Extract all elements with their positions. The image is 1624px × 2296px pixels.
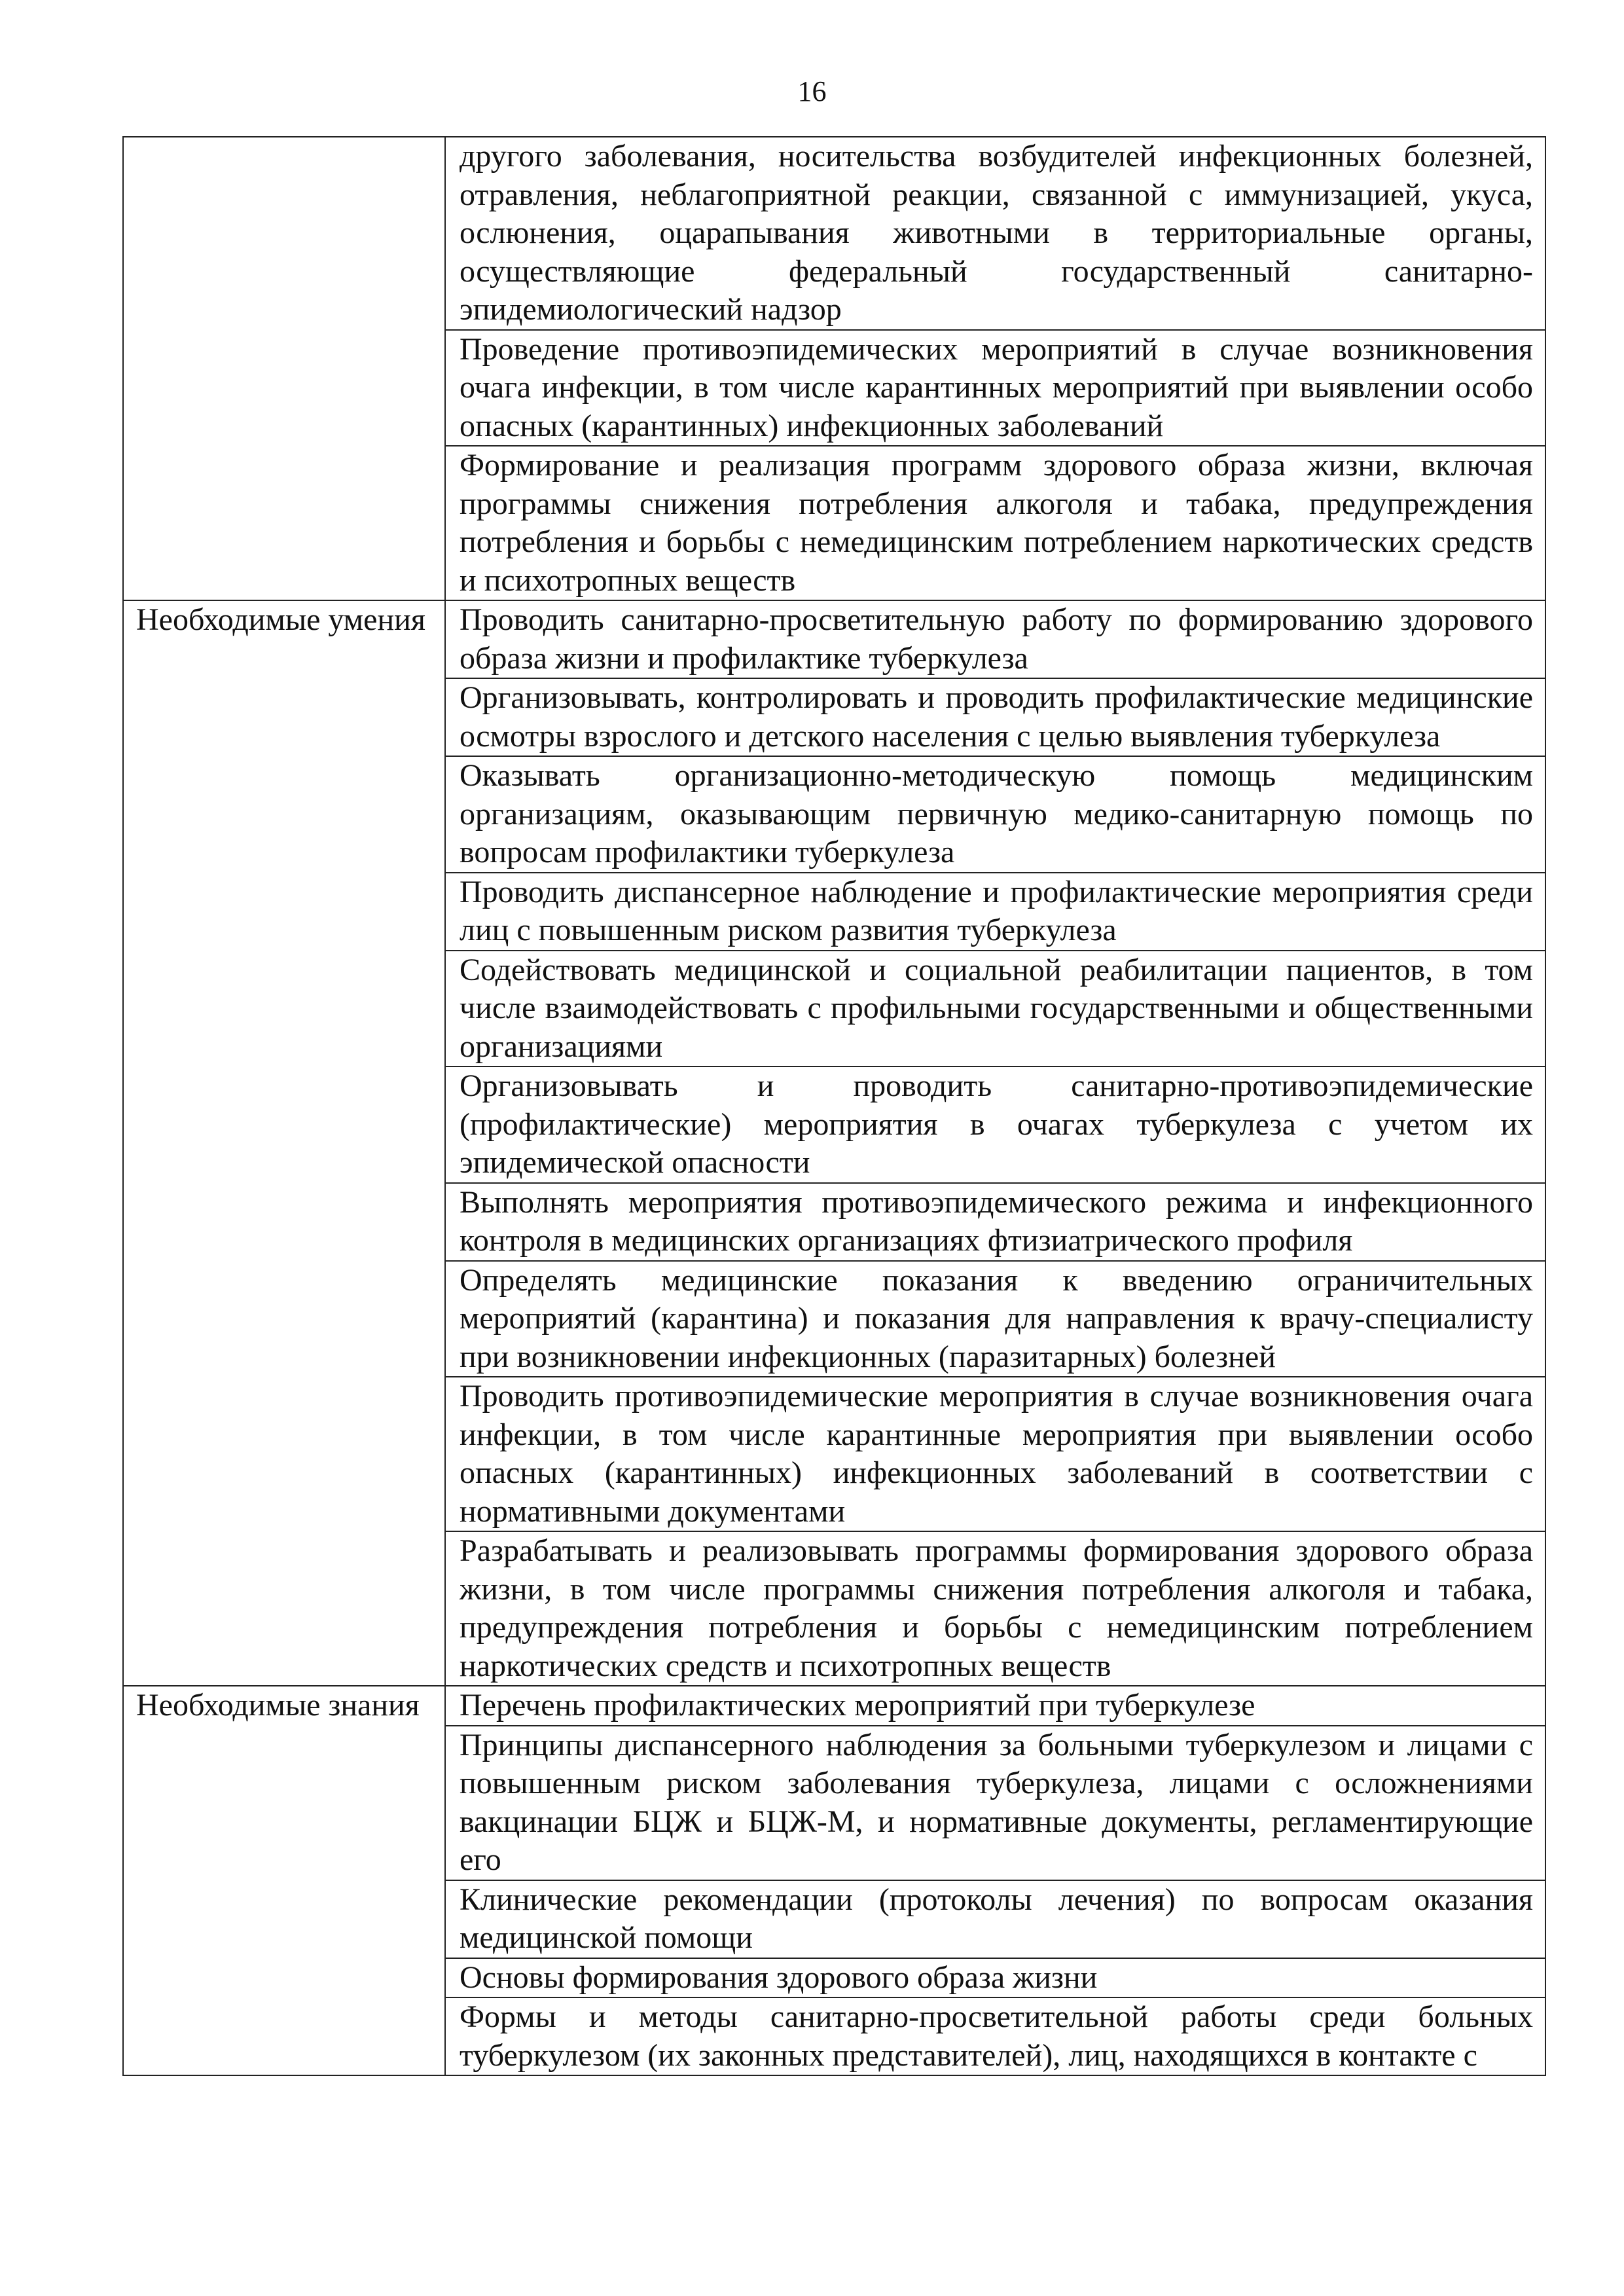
table-cell: Принципы диспансерного наблюдения за больными туберкулезом и лицами с повышенным риском заболевания туберкулеза, лицами с осложнениями вакцинации БЦЖ и БЦЖ-М, и нормативные документы, регламентирующие его	[445, 1726, 1545, 1880]
table-cell: Разрабатывать и реализовывать программы формирования здорового образа жизни, в том числе программы снижения потребления алкоголя и табака, предупреждения потребления и борьбы с немедицинским потреблением наркотических средств и психотропных веществ	[445, 1531, 1545, 1686]
table-cell: Организовывать и проводить санитарно-противоэпидемические (профилактические) мероприятия в очагах туберкулеза с учетом их эпидемической опасности	[445, 1066, 1545, 1183]
table-cell: Проведение противоэпидемических мероприятий в случае возникновения очага инфекции, в том числе карантинных мероприятий при выявлении особо опасных (карантинных) инфекционных заболеваний	[445, 330, 1545, 446]
table-cell: Оказывать организационно-методическую помощь медицинским организациям, оказывающим первичную медико-санитарную помощь по вопросам профилактики туберкулеза	[445, 756, 1545, 873]
table-cell: другого заболевания, носительства возбудителей инфекционных болезней, отравления, неблагоприятной реакции, связанной с иммунизацией, укуса, ослюнения, оцарапывания животными в территориальные органы, осуществляющие федеральный государственный санитарно-эпидемиологический надзор	[445, 137, 1545, 330]
competency-table	[122, 136, 1546, 2076]
page-number: 16	[797, 75, 827, 107]
table-cell: Выполнять мероприятия противоэпидемического режима и инфекционного контроля в медицинских организациях фтизиатрического профиля	[445, 1183, 1545, 1261]
section-label	[123, 137, 445, 600]
table-cell: Содействовать медицинской и социальной реабилитации пациентов, в том числе взаимодействовать с профильными государственными и общественными организациями	[445, 951, 1545, 1067]
table-cell: Клинические рекомендации (протоколы лечения) по вопросам оказания медицинской помощи	[445, 1880, 1545, 1958]
table-cell: Определять медицинские показания к введению ограничительных мероприятий (карантина) и показания для направления к врачу-специалисту при возникновении инфекционных (паразитарных) болезней	[445, 1261, 1545, 1377]
section-label-skills: Необходимые умения	[123, 600, 445, 1686]
section-label-knowledge: Необходимые знания	[123, 1686, 445, 2075]
table-cell: Проводить противоэпидемические мероприятия в случае возникновения очага инфекции, в том числе карантинные мероприятия при выявлении особо опасных (карантинных) инфекционных заболеваний в соответствии с нормативными документами	[445, 1377, 1545, 1531]
table-row	[123, 600, 1545, 678]
table-cell: Проводить санитарно-просветительную работу по формированию здорового образа жизни и профилактике туберкулеза	[445, 600, 1545, 678]
table-cell: Организовывать, контролировать и проводить профилактические медицинские осмотры взрослого и детского населения с целью выявления туберкулеза	[445, 678, 1545, 756]
table-cell: Проводить диспансерное наблюдение и профилактические мероприятия среди лиц с повышенным риском развития туберкулеза	[445, 873, 1545, 951]
table-cell: Формы и методы санитарно-просветительной работы среди больных туберкулезом (их законных представителей), лиц, находящихся в контакте с	[445, 1997, 1545, 2075]
table-cell: Основы формирования здорового образа жизни	[445, 1958, 1545, 1998]
table-cell: Формирование и реализация программ здорового образа жизни, включая программы снижения потребления алкоголя и табака, предупреждения потребления и борьбы с немедицинским потреблением наркотических средств и психотропных веществ	[445, 446, 1545, 600]
table-row	[123, 1686, 1545, 1726]
table-cell: Перечень профилактических мероприятий при туберкулезе	[445, 1686, 1545, 1726]
table-row	[123, 137, 1545, 330]
